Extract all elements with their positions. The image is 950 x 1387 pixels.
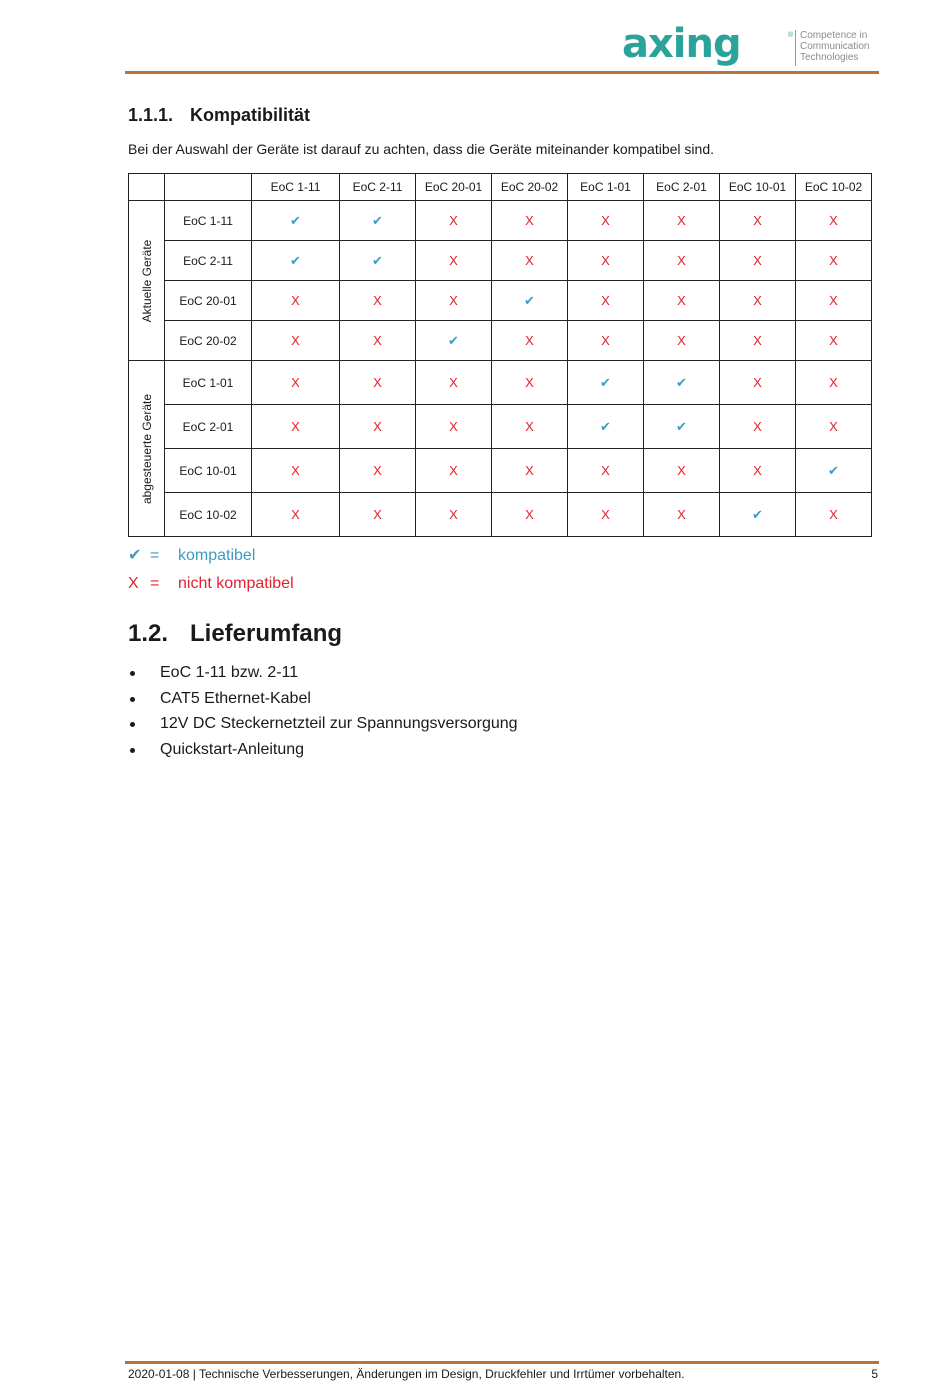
- compat-cell: [644, 241, 720, 281]
- logo-tagline-line: Technologies: [800, 52, 859, 63]
- cross-icon: X: [373, 463, 382, 478]
- table-row: [129, 241, 872, 281]
- cross-icon: X: [449, 213, 458, 228]
- compat-cell: [796, 449, 872, 493]
- page-number: 5: [871, 1367, 878, 1381]
- checkmark-icon: ✔: [752, 506, 763, 522]
- cross-icon: X: [525, 375, 534, 390]
- legend-compatible-text: kompatibel: [178, 547, 256, 564]
- compat-cell: [416, 321, 492, 361]
- checkmark-icon: ✔: [290, 252, 301, 268]
- compat-cell: [796, 281, 872, 321]
- row-header: EoC 1-01: [165, 361, 252, 405]
- bullet-icon: [130, 697, 135, 702]
- cross-icon: X: [449, 253, 458, 268]
- scope-of-delivery-list: [128, 662, 518, 764]
- compat-cell: [340, 201, 416, 241]
- cross-icon: X: [601, 253, 610, 268]
- compat-cell: [644, 405, 720, 449]
- compat-cell: [416, 361, 492, 405]
- cross-icon: X: [677, 293, 686, 308]
- checkmark-icon: ✔: [448, 332, 459, 348]
- compat-cell: [644, 321, 720, 361]
- cross-icon: X: [829, 213, 838, 228]
- cross-icon: X: [677, 333, 686, 348]
- checkmark-icon: ✔: [372, 252, 383, 268]
- cross-icon: X: [601, 213, 610, 228]
- compat-cell: [492, 449, 568, 493]
- checkmark-icon: ✔: [372, 212, 383, 228]
- row-header: EoC 20-01: [165, 281, 252, 321]
- cross-icon: X: [449, 507, 458, 522]
- compat-cell: [340, 281, 416, 321]
- compat-cell: [492, 281, 568, 321]
- header-rule: [125, 71, 879, 74]
- table-row: [129, 201, 872, 241]
- compat-cell: [720, 361, 796, 405]
- cross-icon: X: [753, 293, 762, 308]
- table-row: [129, 449, 872, 493]
- row-header: EoC 10-01: [165, 449, 252, 493]
- bullet-icon: [130, 722, 135, 727]
- compat-cell: [796, 493, 872, 537]
- compat-cell: [492, 405, 568, 449]
- cross-icon: X: [373, 507, 382, 522]
- cross-icon: X: [753, 375, 762, 390]
- footer-disclaimer: 2020-01-08 | Technische Verbesserungen, Änderungen im Design, Druckfehler und Irrtümer vorbehalten.: [128, 1367, 685, 1381]
- cross-icon: X: [829, 293, 838, 308]
- compat-cell: [340, 405, 416, 449]
- cross-icon: X: [601, 293, 610, 308]
- column-header: EoC 2-11: [340, 174, 416, 201]
- legend-equals: =: [150, 547, 160, 564]
- compat-cell: [568, 493, 644, 537]
- compat-cell: [252, 493, 340, 537]
- compat-cell: [568, 405, 644, 449]
- cross-icon: X: [677, 213, 686, 228]
- compat-cell: [340, 321, 416, 361]
- cross-icon: X: [829, 333, 838, 348]
- column-header: EoC 2-01: [644, 174, 720, 201]
- compatibility-table: [128, 173, 872, 537]
- cross-icon: X: [291, 333, 300, 348]
- cross-icon: X: [753, 419, 762, 434]
- cross-icon: X: [525, 213, 534, 228]
- cross-icon: X: [753, 253, 762, 268]
- compat-cell: [252, 449, 340, 493]
- list-item-text: CAT5 Ethernet-Kabel: [160, 689, 311, 707]
- compat-cell: [796, 241, 872, 281]
- column-header: EoC 20-01: [416, 174, 492, 201]
- column-header: EoC 10-01: [720, 174, 796, 201]
- row-header: EoC 10-02: [165, 493, 252, 537]
- list-item: [128, 662, 518, 688]
- row-header: EoC 1-11: [165, 201, 252, 241]
- compat-cell: [416, 493, 492, 537]
- checkmark-icon: ✔: [676, 418, 687, 434]
- compat-cell: [492, 361, 568, 405]
- compat-cell: [644, 201, 720, 241]
- cross-icon: X: [829, 375, 838, 390]
- checkmark-icon: ✔: [600, 418, 611, 434]
- logo-tagline-line: Communication: [800, 41, 870, 52]
- compat-cell: [568, 281, 644, 321]
- compat-cell: [568, 361, 644, 405]
- cross-icon: X: [829, 419, 838, 434]
- legend-incompatible: [128, 575, 294, 593]
- cross-icon: X: [677, 463, 686, 478]
- legend-equals: =: [150, 575, 160, 592]
- row-header: EoC 20-02: [165, 321, 252, 361]
- compat-cell: [720, 201, 796, 241]
- compat-cell: [796, 405, 872, 449]
- compat-cell: [252, 201, 340, 241]
- legend-compatible: [128, 545, 255, 565]
- cross-icon: X: [829, 253, 838, 268]
- compat-cell: [568, 321, 644, 361]
- list-item: [128, 739, 518, 765]
- compat-cell: [644, 493, 720, 537]
- list-item-text: EoC 1-11 bzw. 2-11: [160, 664, 299, 681]
- row-group-cell: [129, 361, 165, 537]
- compat-cell: [340, 449, 416, 493]
- section-title: Kompatibilität: [190, 105, 310, 125]
- table-row: [129, 493, 872, 537]
- compat-cell: [252, 405, 340, 449]
- row-group-cell: [129, 201, 165, 361]
- bullet-icon: [130, 671, 135, 676]
- axing-logo: [622, 21, 882, 70]
- logo-separator: [795, 30, 796, 66]
- checkmark-icon: ✔: [676, 374, 687, 390]
- cross-icon: X: [753, 333, 762, 348]
- compat-cell: [568, 201, 644, 241]
- checkmark-icon: ✔: [600, 374, 611, 390]
- cross-icon: X: [291, 375, 300, 390]
- compat-cell: [340, 241, 416, 281]
- compat-cell: [252, 321, 340, 361]
- logo-wordmark: axing: [622, 21, 741, 67]
- cross-icon: X: [291, 463, 300, 478]
- checkmark-icon: ✔: [290, 212, 301, 228]
- compat-cell: [796, 321, 872, 361]
- cross-icon: X: [601, 333, 610, 348]
- checkmark-icon: ✔: [524, 292, 535, 308]
- table-row: [129, 405, 872, 449]
- column-header: EoC 20-02: [492, 174, 568, 201]
- cross-icon: X: [601, 463, 610, 478]
- compat-cell: [492, 201, 568, 241]
- compat-cell: [720, 321, 796, 361]
- compat-cell: [492, 493, 568, 537]
- compat-cell: [416, 201, 492, 241]
- section-heading-kompatibilitaet: [128, 105, 310, 126]
- compat-cell: [416, 281, 492, 321]
- compat-cell: [252, 241, 340, 281]
- compat-cell: [568, 241, 644, 281]
- cross-icon: X: [753, 463, 762, 478]
- compat-cell: [720, 493, 796, 537]
- compat-cell: [644, 281, 720, 321]
- compat-cell: [340, 493, 416, 537]
- compat-cell: [416, 405, 492, 449]
- cross-icon: X: [601, 507, 610, 522]
- cross-icon: X: [525, 463, 534, 478]
- legend-incompatible-text: nicht kompatibel: [178, 575, 294, 592]
- compat-cell: [796, 201, 872, 241]
- compat-cell: [568, 449, 644, 493]
- cross-icon: X: [291, 419, 300, 434]
- list-item: [128, 688, 518, 714]
- column-header: EoC 10-02: [796, 174, 872, 201]
- compat-cell: [492, 321, 568, 361]
- footer-rule: [125, 1361, 879, 1364]
- cross-icon: X: [753, 213, 762, 228]
- compat-cell: [720, 405, 796, 449]
- section-title: Lieferumfang: [190, 620, 343, 647]
- column-header: EoC 1-01: [568, 174, 644, 201]
- section-heading-lieferumfang: [128, 620, 342, 648]
- cross-icon: X: [525, 507, 534, 522]
- cross-icon: X: [525, 333, 534, 348]
- cross-icon: X: [373, 293, 382, 308]
- compat-cell: [340, 361, 416, 405]
- table-header-row: [129, 174, 872, 201]
- cross-icon: X: [449, 375, 458, 390]
- table-corner-cell: [129, 174, 165, 201]
- cross-icon: X: [677, 253, 686, 268]
- cross-icon: X: [449, 293, 458, 308]
- checkmark-icon: ✔: [828, 462, 839, 478]
- cross-icon: X: [525, 253, 534, 268]
- cross-icon: X: [449, 419, 458, 434]
- compat-cell: [252, 281, 340, 321]
- cross-icon: X: [373, 333, 382, 348]
- compat-cell: [416, 241, 492, 281]
- table-row: [129, 281, 872, 321]
- cross-icon: X: [525, 419, 534, 434]
- cross-icon: X: [829, 507, 838, 522]
- cross-icon: X: [677, 507, 686, 522]
- cross-icon: X: [128, 575, 139, 592]
- cross-icon: X: [291, 293, 300, 308]
- logo-tagline: [800, 30, 869, 63]
- table-row: [129, 361, 872, 405]
- compat-cell: [644, 361, 720, 405]
- logo-tagline-line: Competence in: [800, 30, 868, 41]
- cross-icon: X: [373, 375, 382, 390]
- row-header: EoC 2-01: [165, 405, 252, 449]
- section-number: 1.1.1.: [128, 105, 174, 125]
- list-item-text: Quickstart-Anleitung: [160, 740, 305, 758]
- list-item: [128, 713, 518, 739]
- bullet-icon: [130, 748, 135, 753]
- table-row: [129, 321, 872, 361]
- row-header: EoC 2-11: [165, 241, 252, 281]
- cross-icon: X: [373, 419, 382, 434]
- list-item-text: 12V DC Steckernetzteil zur Spannungsversorgung: [160, 715, 518, 732]
- compat-cell: [644, 449, 720, 493]
- cross-icon: X: [291, 507, 300, 522]
- intro-paragraph: Bei der Auswahl der Geräte ist darauf zu achten, dass die Geräte miteinander kompatibel sind.: [128, 141, 714, 157]
- row-group-label: abgesteuerte Geräte: [139, 393, 154, 504]
- section-number: 1.2.: [128, 620, 169, 647]
- table-corner-cell: [165, 174, 252, 201]
- compat-cell: [416, 449, 492, 493]
- compat-cell: [720, 241, 796, 281]
- compat-cell: [720, 449, 796, 493]
- row-group-label: Aktuelle Geräte: [139, 239, 154, 322]
- compat-cell: [492, 241, 568, 281]
- compat-cell: [796, 361, 872, 405]
- compat-cell: [252, 361, 340, 405]
- logo-registered-mark: ®: [788, 32, 794, 39]
- column-header: EoC 1-11: [252, 174, 340, 201]
- cross-icon: X: [449, 463, 458, 478]
- compat-cell: [720, 281, 796, 321]
- checkmark-icon: ✔: [128, 547, 142, 564]
